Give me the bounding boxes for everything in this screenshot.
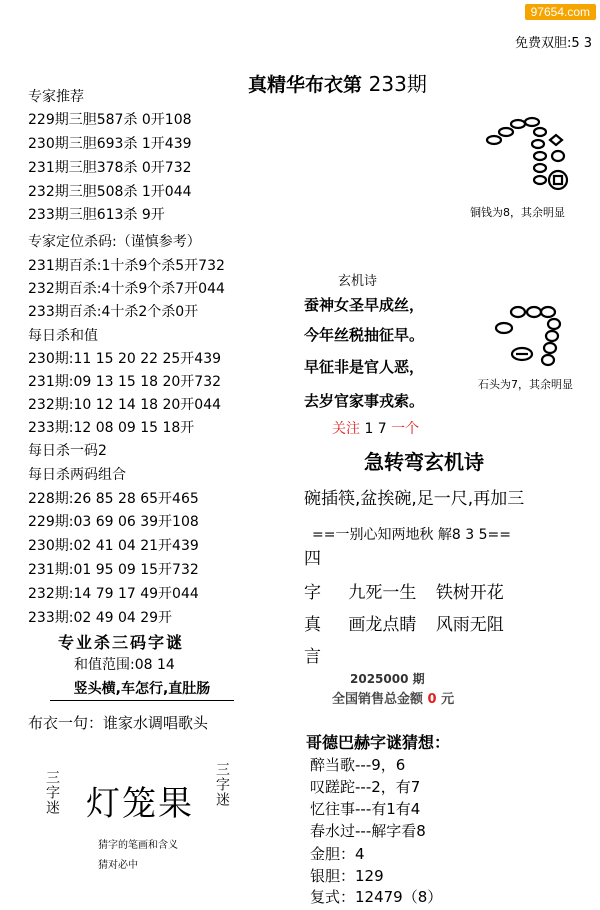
two-code-line: 231期:01 95 09 15开732 [28,562,199,578]
riddle-title: 专业杀三码字谜 [58,633,185,652]
follow-line [332,418,419,438]
jizhuan-title: 急转弯玄机诗 [364,450,484,474]
position-kill-line: 232期百杀:4十杀9个杀7开044 [28,281,225,297]
daily-sum-line: 233期:12 08 09 15 18开 [28,420,195,436]
stone-note: 石头为7，其余明显 [478,378,573,391]
title-issue: 233期 [368,72,427,96]
four-char-row [304,578,504,603]
left-vertical-label: 三字迷 [44,770,60,815]
follow-suffix: 一个 [391,421,420,437]
expert-line: 232期三胆508杀 1开044 [28,184,192,200]
expert-line: 230期三胆693杀 1开439 [28,136,192,152]
title-text: 真精华布衣第 [248,74,363,96]
poem-line: 早征非是官人恶， [304,358,425,376]
two-code-line: 230期:02 41 04 21开439 [28,538,199,554]
expert-line: 231期三胆378杀 0开732 [28,160,192,176]
sales-amount: 0 [427,692,437,707]
site-watermark: 97654.com [525,4,596,20]
goldbach-line: 银胆：129 [310,867,384,885]
follow-nums: 1 7 [364,421,387,437]
guess-hint-1: 猜字的笔画和含义 [98,840,178,851]
coin-note: 铜钱为8，其余明显 [470,206,565,219]
follow-prefix: 关注 [332,421,360,437]
poem-line: 去岁官家事戎索。 [304,392,425,410]
sales-total [332,688,454,707]
sales-unit: 元 [441,692,455,707]
goldbach-line: 复式：12479（8） [310,888,443,906]
page-title [248,68,427,97]
issue-number: 2025000 期 [350,672,425,686]
free-double-dan: 免费双胆:5 3 [514,36,592,51]
expert-line: 233期三胆613杀 9开 [28,207,165,223]
two-code-line: 232期:14 79 17 49开044 [28,586,199,602]
guess-hint-2: 猜对必中 [98,860,138,871]
idiom: 风雨无阻 [435,615,504,635]
daily-kill-one: 每日杀一码2 [28,443,107,459]
poem-line: 今年丝税抽征早。 [304,326,425,344]
idiom: 铁树开花 [435,583,504,603]
four-char-cell: 四 [304,549,321,569]
buyi-sentence: 布衣一句：谁家水调唱歌头 [28,714,209,732]
poem-line: 蚕神女圣早成丝， [304,296,425,314]
four-char-row [304,642,321,667]
idiom: 画龙点睛 [348,615,417,635]
four-char-row [304,610,504,635]
goldbach-heading: 哥德巴赫字谜猜想： [306,733,451,752]
sum-range: 和值范围:08 14 [74,657,175,673]
four-char-cell: 言 [304,647,321,667]
four-char-cell: 真 [304,615,321,635]
hengtou-riddle: 竖头横,车怎行,直肚肠 [50,678,234,701]
coin-chain-picture [480,110,590,200]
bie-line: ==一别心知两地秋 解8 3 5== [312,527,511,543]
daily-sum-line: 230期:11 15 20 22 25开439 [28,351,222,367]
daily-sum-line: 231期:09 13 15 18 20开732 [28,374,222,390]
goldbach-line: 春水过---解字看8 [310,822,426,840]
wan-riddle: 碗插筷,盆挨碗,足一尺,再加三 [304,489,525,509]
stone-chain-picture [492,302,582,372]
position-kill-heading: 专家定位杀码:（谨慎参考） [28,234,201,250]
daily-sum-heading: 每日杀和值 [28,328,98,344]
position-kill-line: 231期百杀:1十杀9个杀5开732 [28,258,225,274]
two-code-heading: 每日杀两码组合 [28,467,126,483]
four-char-cell: 字 [304,583,321,603]
expert-recommend-heading: 专家推荐 [28,89,84,105]
right-vertical-label: 三字迷 [214,762,230,807]
goldbach-line: 醉当歌---9，6 [310,756,406,774]
goldbach-line: 忆往事---有1有4 [310,800,421,818]
daily-sum-line: 232期:10 12 14 18 20开044 [28,397,222,413]
two-code-line: 228期:26 85 28 65开465 [28,491,199,507]
sales-prefix: 全国销售总金额 [332,692,424,707]
lantern-riddle: 灯笼果 [86,784,194,824]
goldbach-line: 叹蹉跎---2，有7 [310,778,421,796]
expert-line: 229期三胆587杀 0开108 [28,112,192,128]
four-char-row [304,544,321,569]
two-code-line: 229期:03 69 06 39开108 [28,514,199,530]
xuanji-label: 玄机诗 [338,274,378,289]
two-code-line: 233期:02 49 04 29开 [28,610,173,626]
idiom: 九死一生 [348,583,417,603]
position-kill-line: 233期百杀:4十杀2个杀0开 [28,304,199,320]
goldbach-line: 金胆：4 [310,845,365,863]
